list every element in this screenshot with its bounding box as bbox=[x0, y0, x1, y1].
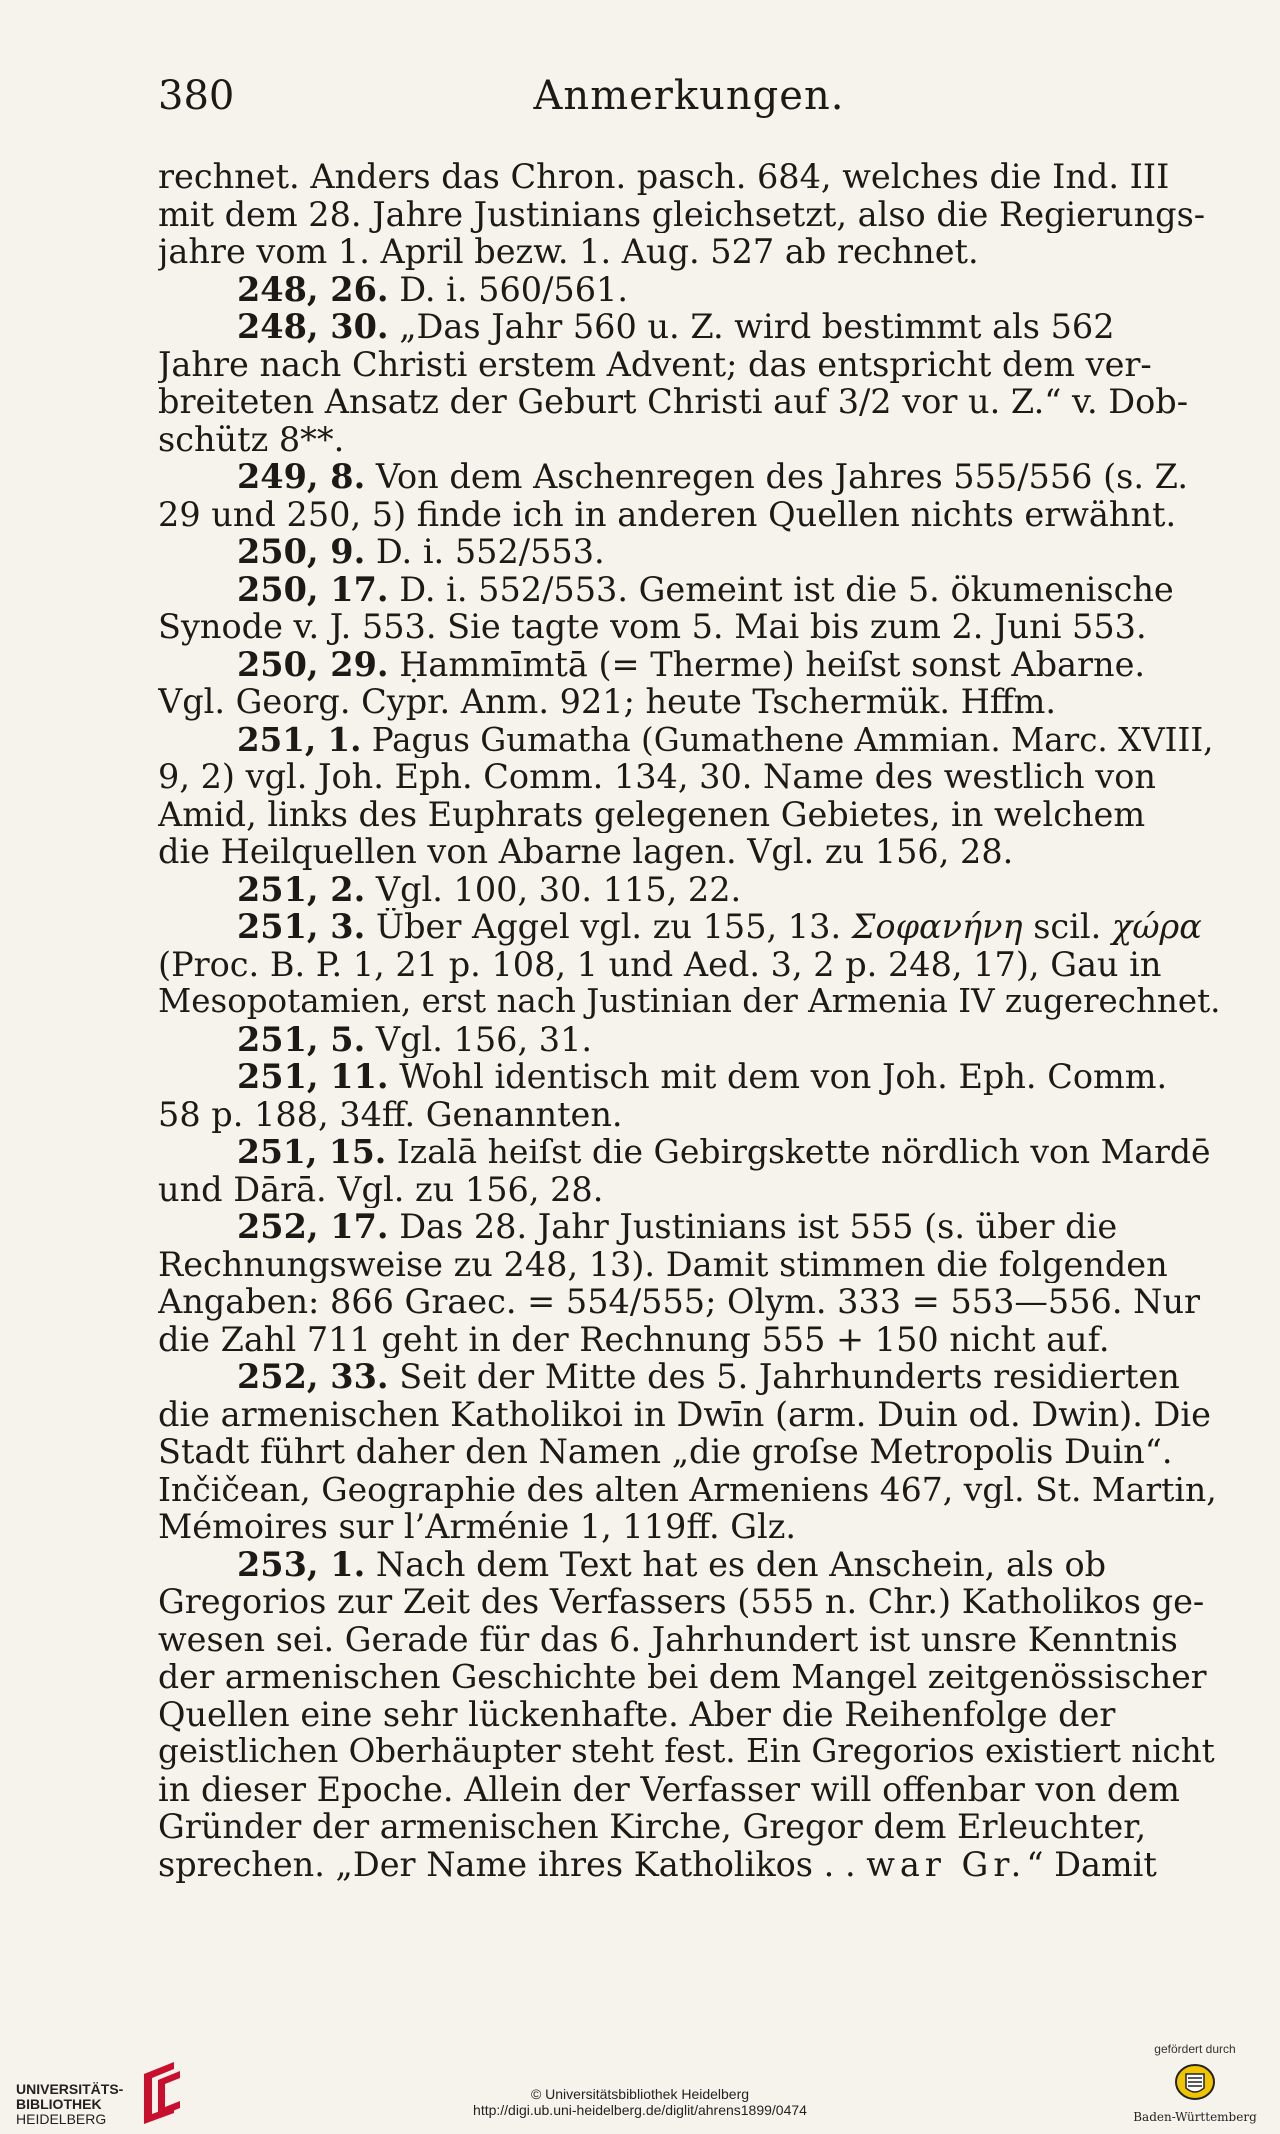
text-line bbox=[158, 758, 1220, 796]
line-text: Stadt führt daher den Namen „die groſse Metropolis Duin“. bbox=[158, 1433, 1173, 1471]
text-line bbox=[158, 1808, 1220, 1846]
copyright-line: © Universitätsbibliothek Heidelberg bbox=[530, 2086, 750, 2102]
line-text: Rechnungsweise zu 248, 13). Damit stimmen die folgenden bbox=[158, 1245, 1168, 1283]
line-text: der armenischen Geschichte bei dem Mangel zeitgenössischer bbox=[158, 1658, 1207, 1696]
text-line bbox=[158, 1021, 1220, 1059]
text-line bbox=[158, 346, 1220, 384]
text-line bbox=[158, 1358, 1220, 1396]
line-text: Gründer der armenischen Kirche, Gregor dem Erleuchter, bbox=[158, 1808, 1147, 1846]
line-text: schütz 8**. bbox=[158, 420, 345, 458]
text-line bbox=[158, 421, 1220, 459]
text-line bbox=[158, 983, 1220, 1021]
line-text: Das 28. Jahr Justinians ist 555 (s. über die bbox=[388, 1208, 1118, 1246]
text-line bbox=[158, 1246, 1220, 1284]
note-reference: 252, 17. bbox=[237, 1208, 389, 1246]
funder-name: Baden-Württemberg bbox=[1133, 2110, 1257, 2124]
line-text: Synode v. J. 553. Sie tagte vom 5. Mai bis zum 2. Juni 553. bbox=[158, 608, 1147, 646]
text-line bbox=[158, 1133, 1220, 1171]
note-reference: 251, 1. bbox=[237, 720, 362, 758]
line-text: Seit der Mitte des 5. Jahrhunderts residierten bbox=[388, 1358, 1180, 1396]
line-text: jahre vom 1. April bezw. 1. Aug. 527 ab rechnet. bbox=[158, 233, 979, 271]
note-reference: 253, 1. bbox=[237, 1545, 366, 1583]
line-text: die Heilquellen von Abarne lagen. Vgl. zu 156, 28. bbox=[158, 833, 1014, 871]
text-line bbox=[158, 496, 1220, 534]
line-text: D. i. 552/553. Gemeint ist die 5. ökumenische bbox=[388, 570, 1174, 608]
text-line bbox=[158, 908, 1220, 946]
text-line bbox=[158, 1771, 1220, 1809]
line-text: Gregorios zur Zeit des Verfassers (555 n. Chr.) Katholikos ge- bbox=[158, 1583, 1205, 1621]
permalink[interactable]: http://digi.ub.uni-heidelberg.de/diglit/ahrens1899/0474 bbox=[473, 2102, 807, 2118]
text-line bbox=[158, 571, 1220, 609]
line-text: und Dārā. Vgl. zu 156, 28. bbox=[158, 1170, 604, 1208]
line-text: Quellen eine sehr lückenhafte. Aber die Reihenfolge der bbox=[158, 1695, 1116, 1733]
line-text: Jahre nach Christi erstem Advent; das entspricht dem ver- bbox=[158, 345, 1152, 383]
note-reference: 251, 3. bbox=[237, 908, 366, 946]
line-text: in dieser Epoche. Allein der Verfasser will offenbar von dem bbox=[158, 1770, 1180, 1808]
line-text: die Zahl 711 geht in der Rechnung 555 + 150 nicht auf. bbox=[158, 1320, 1110, 1358]
line-text: 29 und 250, 5) finde ich in anderen Quellen nichts erwähnt. bbox=[158, 495, 1177, 533]
text-line bbox=[158, 308, 1220, 346]
text-line bbox=[158, 683, 1220, 721]
note-reference: 248, 30. bbox=[237, 308, 389, 346]
line-text: Vgl. 100, 30. 115, 22. bbox=[365, 870, 742, 908]
line-text: „Das Jahr 560 u. Z. wird bestimmt als 562 bbox=[388, 308, 1115, 346]
text-line bbox=[158, 458, 1220, 496]
text-line bbox=[158, 1583, 1220, 1621]
spaced-text: war Gr. bbox=[866, 1845, 1027, 1883]
text-line bbox=[158, 1396, 1220, 1434]
page-header bbox=[158, 72, 1220, 120]
text-line bbox=[158, 646, 1220, 684]
line-text: 58 p. 188, 34ff. Genannten. bbox=[158, 1095, 623, 1133]
line-text: sprechen. „Der Name ihres Katholikos . . bbox=[158, 1845, 867, 1883]
note-reference: 248, 26. bbox=[237, 270, 389, 308]
text-line bbox=[158, 608, 1220, 646]
line-text: mit dem 28. Jahre Justinians gleichsetzt, also die Regierungs- bbox=[158, 195, 1206, 233]
line-text: Über Aggel vgl. zu 155, 13. bbox=[365, 908, 852, 946]
text-line bbox=[158, 271, 1220, 309]
note-reference: 251, 2. bbox=[237, 870, 366, 908]
text-line bbox=[158, 1733, 1220, 1771]
line-text: Mémoires sur l’Arménie 1, 119ff. Glz. bbox=[158, 1508, 797, 1546]
text-line bbox=[158, 1658, 1220, 1696]
text-line bbox=[158, 871, 1220, 909]
note-reference: 250, 29. bbox=[237, 645, 389, 683]
library-line-1: UNIVERSITÄTS- bbox=[16, 2081, 124, 2097]
line-text: breiteten Ansatz der Geburt Christi auf 3/2 vor u. Z.“ v. Dob- bbox=[158, 383, 1189, 421]
library-line-3: HEIDELBERG bbox=[16, 2111, 107, 2127]
line-text-continued: scil. bbox=[1022, 908, 1112, 946]
text-line bbox=[158, 1846, 1220, 1884]
text-line bbox=[158, 1696, 1220, 1734]
line-text: Angaben: 866 Graec. = 554/555; Olym. 333 = 553—556. Nur bbox=[158, 1283, 1201, 1321]
body-text bbox=[158, 158, 1220, 1883]
library-line-2: BIBLIOTHEK bbox=[16, 2096, 102, 2112]
line-text: wesen sei. Gerade für das 6. Jahrhundert ist unsre Kenntnis bbox=[158, 1620, 1178, 1658]
text-line bbox=[158, 1171, 1220, 1209]
line-text: Wohl identisch mit dem von Joh. Eph. Comm. bbox=[388, 1058, 1168, 1096]
text-line bbox=[158, 383, 1220, 421]
note-reference: 252, 33. bbox=[237, 1358, 389, 1396]
text-line bbox=[158, 233, 1220, 271]
text-line bbox=[158, 1283, 1220, 1321]
line-text: geistlichen Oberhäupter steht fest. Ein Gregorios existiert nicht bbox=[158, 1733, 1215, 1770]
line-text: Vgl. 156, 31. bbox=[365, 1020, 593, 1058]
text-line bbox=[158, 533, 1220, 571]
line-text: D. i. 560/561. bbox=[388, 270, 628, 308]
text-line bbox=[158, 721, 1220, 759]
line-text: Amid, links des Euphrats gelegenen Gebietes, in welchem bbox=[158, 795, 1146, 833]
text-line bbox=[158, 196, 1220, 234]
text-line bbox=[158, 1546, 1220, 1584]
text-line bbox=[158, 1433, 1220, 1471]
line-text: Pagus Gumatha (Gumathene Ammian. Marc. XVIII, bbox=[361, 720, 1214, 758]
line-text: Izalā heiſst die Gebirgskette nördlich von Mardē bbox=[386, 1133, 1211, 1171]
text-line bbox=[158, 1321, 1220, 1359]
text-line bbox=[158, 1058, 1220, 1096]
line-text: 9, 2) vgl. Joh. Eph. Comm. 134, 30. Name des westlich von bbox=[158, 758, 1156, 796]
line-text: Von dem Aschenregen des Jahres 555/556 (s. Z. bbox=[365, 458, 1189, 496]
page-footer bbox=[0, 2040, 1280, 2134]
text-line bbox=[158, 833, 1220, 871]
line-text-continued: “ Damit bbox=[1026, 1845, 1157, 1883]
note-reference: 250, 9. bbox=[237, 533, 366, 571]
text-line bbox=[158, 1208, 1220, 1246]
text-line bbox=[158, 1508, 1220, 1546]
line-text: (Proc. B. P. 1, 21 p. 108, 1 und Aed. 3, 2 p. 248, 17), Gau in bbox=[158, 945, 1162, 983]
note-reference: 251, 11. bbox=[237, 1058, 389, 1096]
note-reference: 251, 15. bbox=[237, 1133, 387, 1171]
line-text: Vgl. Georg. Cypr. Anm. 921; heute Tschermük. Hffm. bbox=[158, 683, 1057, 721]
greek-term: Σοφανήνη bbox=[851, 908, 1023, 946]
line-text: Mesopotamien, erst nach Justinian der Armenia IV zugerechnet. bbox=[158, 983, 1220, 1020]
text-line bbox=[158, 946, 1220, 984]
text-line bbox=[158, 1096, 1220, 1134]
running-head: Anmerkungen. bbox=[533, 73, 845, 119]
note-reference: 250, 17. bbox=[237, 570, 389, 608]
line-text: rechnet. Anders das Chron. pasch. 684, welches die Ind. III bbox=[158, 158, 1170, 196]
note-reference: 251, 5. bbox=[237, 1020, 366, 1058]
line-text: Inčičean, Geographie des alten Armeniens 467, vgl. St. Martin, bbox=[158, 1470, 1217, 1508]
line-text: die armenischen Katholikoi in Dwīn (arm. Duin od. Dwin). Die bbox=[158, 1395, 1211, 1433]
text-line bbox=[158, 1621, 1220, 1659]
greek-term: χώρα bbox=[1111, 908, 1202, 946]
line-text: Nach dem Text hat es den Anschein, als ob bbox=[365, 1545, 1107, 1583]
text-line bbox=[158, 158, 1220, 196]
funded-by-label: gefördert durch bbox=[1154, 2042, 1236, 2056]
text-line bbox=[158, 1471, 1220, 1509]
line-text: Ḥammīmtā (= Therme) heiſst sonst Abarne. bbox=[388, 645, 1146, 683]
note-reference: 249, 8. bbox=[237, 458, 366, 496]
line-text: D. i. 552/553. bbox=[365, 533, 605, 571]
text-line bbox=[158, 796, 1220, 834]
crest-icon bbox=[1174, 2062, 1216, 2102]
funder-logo[interactable] bbox=[1130, 2042, 1260, 2132]
page-number: 380 bbox=[158, 73, 235, 119]
